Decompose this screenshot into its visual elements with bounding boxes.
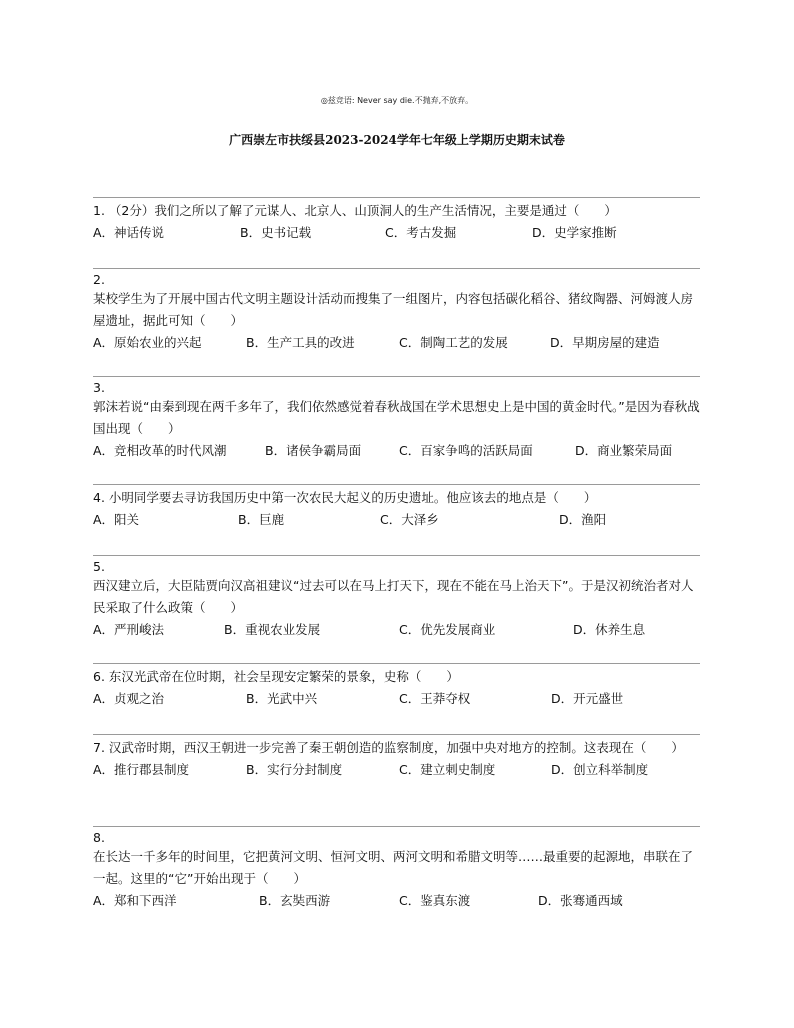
question-8 <box>93 826 700 912</box>
option-c[interactable]: C．百家争鸣的活跃局面 <box>399 443 533 458</box>
option-b[interactable]: B．重视农业发展 <box>224 622 321 637</box>
option-a[interactable]: A．竞相改革的时代风潮 <box>93 443 227 458</box>
option-a[interactable]: A．原始农业的兴起 <box>93 335 202 350</box>
question-7 <box>93 734 700 781</box>
option-c[interactable]: C．建立刺史制度 <box>399 762 496 777</box>
question-divider <box>93 484 700 485</box>
option-b[interactable]: B．玄奘西游 <box>259 893 331 908</box>
option-d[interactable]: D．张骞通西域 <box>538 893 623 908</box>
option-c[interactable]: C．优先发展商业 <box>399 622 496 637</box>
question-number: 3. <box>93 380 105 395</box>
question-5 <box>93 555 700 641</box>
question-stem: 7. 汉武帝时期，西汉王朝进一步完善了秦王朝创造的监察制度，加强中央对地方的控制。这表现在（ ） <box>93 740 684 755</box>
question-divider <box>93 734 700 735</box>
option-d[interactable]: D．开元盛世 <box>551 691 624 706</box>
question-stem: 某校学生为了开展中国古代文明主题设计活动而搜集了一组图片，内容包括碳化稻谷、猪纹陶器、河姆渡人房屋遗址，据此可知（ ） <box>93 291 694 328</box>
question-divider <box>93 197 700 198</box>
option-b[interactable]: B．诸侯争霸局面 <box>265 443 362 458</box>
option-b[interactable]: B．光武中兴 <box>246 691 318 706</box>
option-d[interactable]: D．渔阳 <box>559 512 607 527</box>
question-stem: 1. （2分）我们之所以了解了元谋人、北京人、山顶洞人的生产生活情况，主要是通过（ ） <box>93 203 617 218</box>
option-a[interactable]: A．神话传说 <box>93 225 165 240</box>
question-divider <box>93 376 700 377</box>
option-a[interactable]: A．郑和下西洋 <box>93 893 177 908</box>
question-number: 8. <box>93 830 105 845</box>
option-d[interactable]: D．早期房屋的建造 <box>550 335 660 350</box>
option-c[interactable]: C．制陶工艺的发展 <box>399 335 508 350</box>
question-divider <box>93 663 700 664</box>
option-d[interactable]: D．休养生息 <box>573 622 646 637</box>
options-row <box>93 688 700 710</box>
option-a[interactable]: A．阳关 <box>93 512 140 527</box>
option-d[interactable]: D．创立科举制度 <box>551 762 649 777</box>
option-a[interactable]: A．推行郡县制度 <box>93 762 190 777</box>
option-b[interactable]: B．生产工具的改进 <box>246 335 355 350</box>
question-stem: 在长达一千多年的时间里，它把黄河文明、恒河文明、两河文明和希腊文明等……最重要的起源地，串联在了一起。这里的“它”开始出现于（ ） <box>93 849 694 886</box>
options-row <box>93 759 700 781</box>
question-divider <box>93 268 700 269</box>
question-stem: 4. 小明同学要去寻访我国历史中第一次农民大起义的历史遗址。他应该去的地点是（ ） <box>93 490 597 505</box>
options-row <box>93 509 700 531</box>
question-6 <box>93 663 700 710</box>
question-1 <box>93 197 700 244</box>
page-motto: ◎兹竞语: Never say die.不抛弃,不放弃。 <box>320 96 474 105</box>
option-a[interactable]: A．贞观之治 <box>93 691 165 706</box>
question-stem: 6. 东汉光武帝在位时期，社会呈现安定繁荣的景象，史称（ ） <box>93 669 459 684</box>
question-number: 5. <box>93 559 105 574</box>
option-c[interactable]: C．王莽夺权 <box>399 691 471 706</box>
option-c[interactable]: C．大泽乡 <box>380 512 439 527</box>
page-title: 广西崇左市扶绥县2023-2024学年七年级上学期历史期末试卷 <box>229 133 565 147</box>
option-a[interactable]: A．严刑峻法 <box>93 622 165 637</box>
question-number: 2. <box>93 272 105 287</box>
option-b[interactable]: B．史书记载 <box>240 225 312 240</box>
option-c[interactable]: C．鉴真东渡 <box>399 893 471 908</box>
question-4 <box>93 484 700 531</box>
question-stem: 郭沫若说“由秦到现在两千多年了，我们依然感觉着春秋战国在学术思想史上是中国的黄金时代。”是因为春秋战国出现（ ） <box>93 399 700 436</box>
question-stem: 西汉建立后，大臣陆贾向汉高祖建议“过去可以在马上打天下，现在不能在马上治天下”。于是汉初统治者对人民采取了什么政策（ ） <box>93 578 694 615</box>
options-row <box>93 619 700 641</box>
question-3 <box>93 376 700 462</box>
options-row <box>93 222 700 244</box>
options-row <box>93 332 700 354</box>
question-divider <box>93 555 700 556</box>
option-b[interactable]: B．实行分封制度 <box>246 762 343 777</box>
option-b[interactable]: B．巨鹿 <box>238 512 285 527</box>
options-row <box>93 890 700 912</box>
options-row <box>93 440 700 462</box>
option-c[interactable]: C．考古发掘 <box>385 225 457 240</box>
question-2 <box>93 268 700 354</box>
option-d[interactable]: D．商业繁荣局面 <box>575 443 673 458</box>
option-d[interactable]: D．史学家推断 <box>532 225 617 240</box>
question-divider <box>93 826 700 827</box>
